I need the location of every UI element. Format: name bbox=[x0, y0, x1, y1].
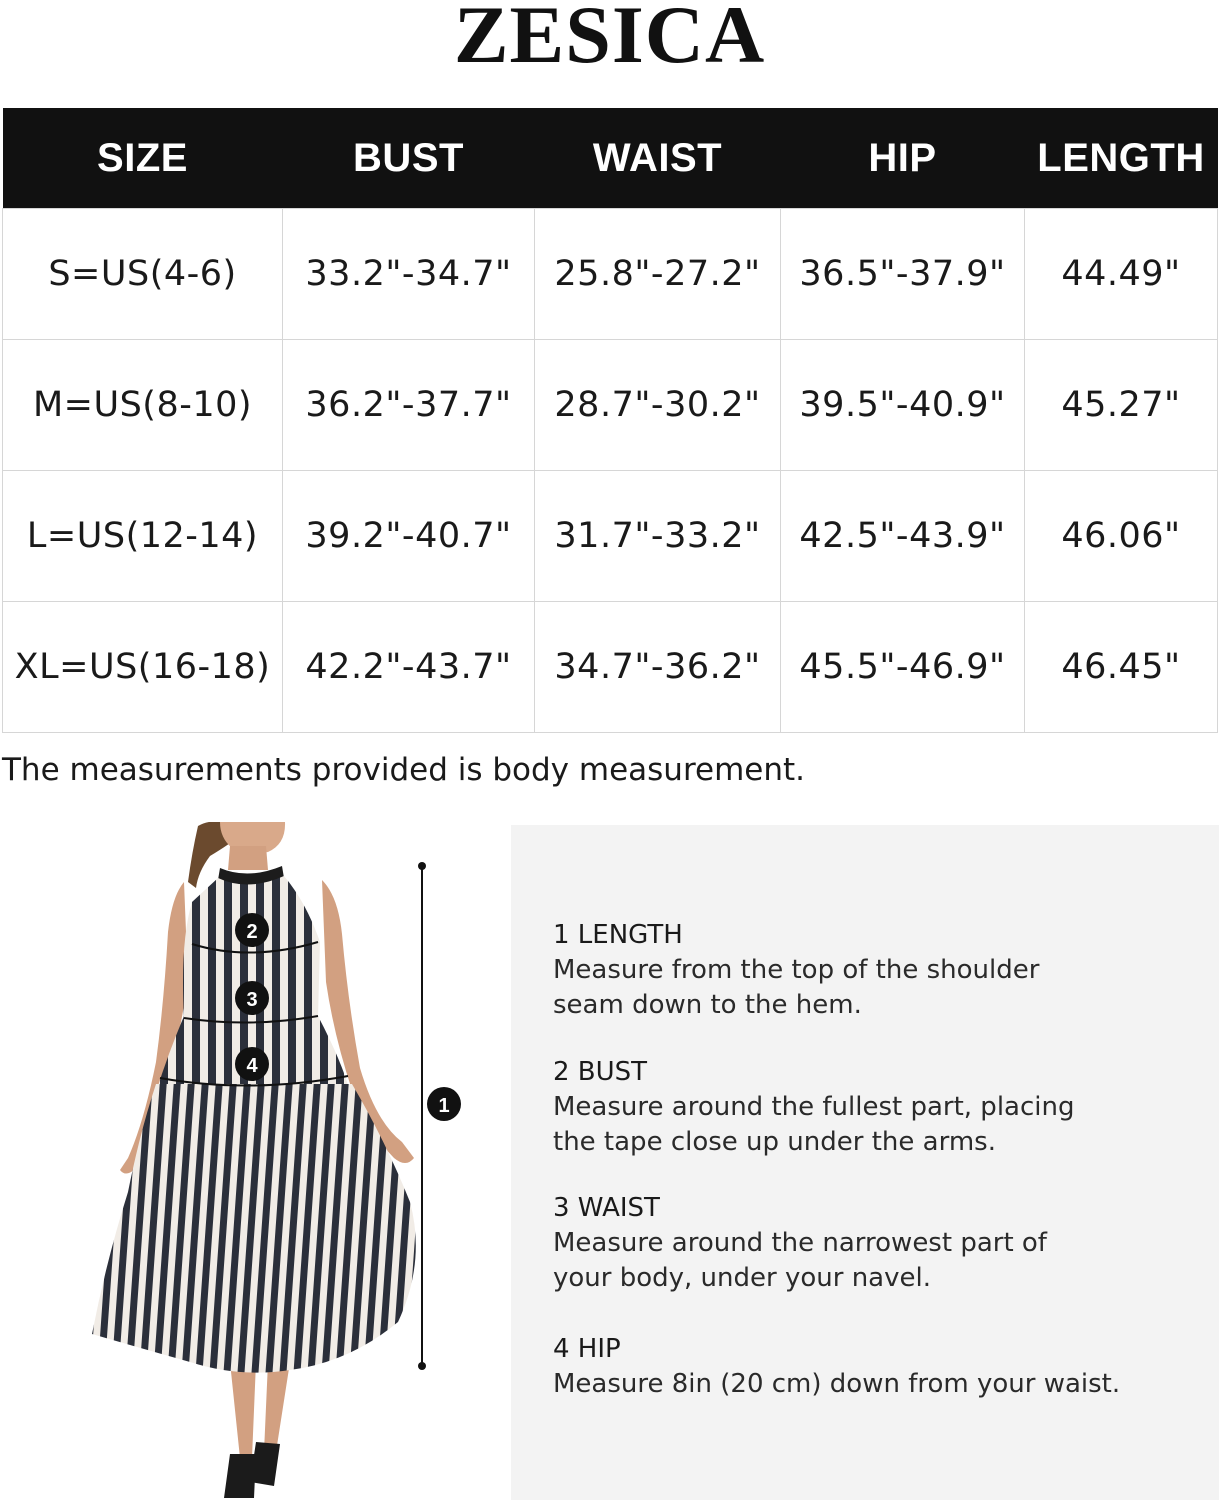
cell-length: 45.27" bbox=[1025, 340, 1218, 471]
marker-bust bbox=[235, 913, 269, 947]
guide-bust-line2: the tape close up under the arms. bbox=[553, 1127, 996, 1157]
table-header-row bbox=[3, 108, 1218, 209]
marker-length-label: 1 bbox=[438, 1095, 450, 1117]
cell-waist: 25.8"-27.2" bbox=[535, 209, 781, 340]
marker-bust-label: 2 bbox=[246, 921, 258, 943]
table-row bbox=[3, 209, 1218, 340]
cell-bust: 33.2"-34.7" bbox=[283, 209, 535, 340]
guide-length-title: 1 LENGTH bbox=[553, 920, 683, 950]
cell-bust: 36.2"-37.7" bbox=[283, 340, 535, 471]
length-line-top-dot bbox=[418, 862, 426, 870]
cell-size: S=US(4-6) bbox=[3, 209, 283, 340]
guide-waist-title: 3 WAIST bbox=[553, 1193, 660, 1223]
marker-waist-label: 3 bbox=[246, 989, 258, 1011]
header-bust: BUST bbox=[283, 108, 535, 209]
length-line-bottom-dot bbox=[418, 1362, 426, 1370]
cell-hip: 45.5"-46.9" bbox=[781, 602, 1025, 733]
marker-waist bbox=[235, 981, 269, 1015]
guide-hip-title: 4 HIP bbox=[553, 1334, 621, 1364]
marker-hip-label: 4 bbox=[246, 1055, 258, 1077]
table-row bbox=[3, 471, 1218, 602]
guide-bust-line1: Measure around the fullest part, placing bbox=[553, 1092, 1075, 1122]
cell-waist: 34.7"-36.2" bbox=[535, 602, 781, 733]
header-hip: HIP bbox=[781, 108, 1025, 209]
guide-bust-title: 2 BUST bbox=[553, 1057, 648, 1087]
guide-length-line1: Measure from the top of the shoulder bbox=[553, 955, 1040, 985]
neck-shape bbox=[228, 846, 268, 870]
guide-length bbox=[553, 917, 1193, 1023]
guide-waist-line2: your body, under your navel. bbox=[553, 1263, 931, 1293]
guide-waist bbox=[553, 1190, 1193, 1296]
guide-waist-line1: Measure around the narrowest part of bbox=[553, 1228, 1047, 1258]
cell-waist: 28.7"-30.2" bbox=[535, 340, 781, 471]
marker-length bbox=[427, 1087, 461, 1121]
cell-size: XL=US(16-18) bbox=[3, 602, 283, 733]
table-row bbox=[3, 340, 1218, 471]
guide-bust bbox=[553, 1054, 1193, 1160]
cell-hip: 42.5"-43.9" bbox=[781, 471, 1025, 602]
cell-length: 44.49" bbox=[1025, 209, 1218, 340]
cell-bust: 42.2"-43.7" bbox=[283, 602, 535, 733]
measurement-note: The measurements provided is body measurement. bbox=[2, 752, 806, 788]
cell-size: L=US(12-14) bbox=[3, 471, 283, 602]
guide-hip-line1: Measure 8in (20 cm) down from your waist. bbox=[553, 1369, 1121, 1399]
cell-size: M=US(8-10) bbox=[3, 340, 283, 471]
cell-hip: 39.5"-40.9" bbox=[781, 340, 1025, 471]
size-chart-table bbox=[2, 108, 1218, 733]
header-waist: WAIST bbox=[535, 108, 781, 209]
cell-length: 46.45" bbox=[1025, 602, 1218, 733]
cell-waist: 31.7"-33.2" bbox=[535, 471, 781, 602]
header-length: LENGTH bbox=[1025, 108, 1218, 209]
model-figure bbox=[80, 822, 500, 1500]
header-size: SIZE bbox=[3, 108, 283, 209]
cell-length: 46.06" bbox=[1025, 471, 1218, 602]
brand-logo: ZESICA bbox=[453, 0, 766, 80]
guide-length-line2: seam down to the hem. bbox=[553, 990, 862, 1020]
table-row bbox=[3, 602, 1218, 733]
measurement-guide-panel bbox=[511, 825, 1219, 1500]
cell-hip: 36.5"-37.9" bbox=[781, 209, 1025, 340]
marker-hip bbox=[235, 1047, 269, 1081]
cell-bust: 39.2"-40.7" bbox=[283, 471, 535, 602]
guide-hip bbox=[553, 1331, 1193, 1402]
